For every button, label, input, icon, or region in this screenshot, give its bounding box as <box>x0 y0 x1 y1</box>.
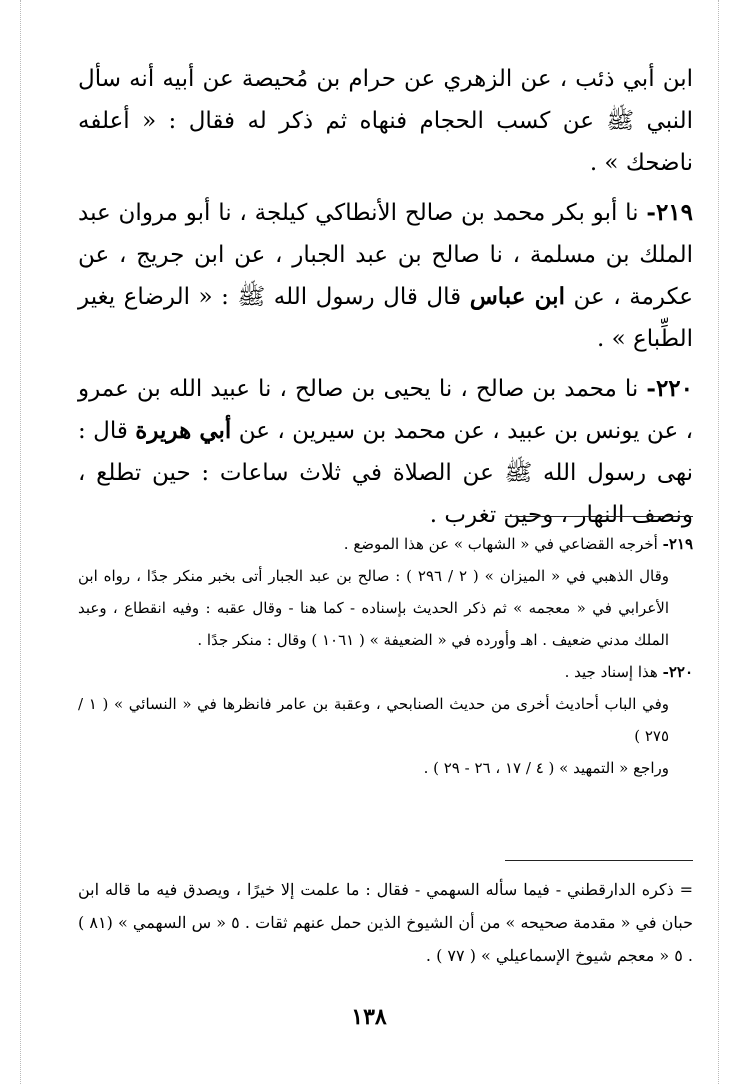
hadith-220-text-a: نا محمد بن صالح ، نا يحيى بن صالح ، نا عبيد الله بن عمرو ، عن يونس بن عبيد ، عن محمد بن سيرين ، عن <box>78 376 693 444</box>
footnotes <box>78 528 693 784</box>
footnote-separator-2 <box>505 860 693 861</box>
narrator-ibn-abbas: ابن عباس <box>469 283 565 310</box>
margin-guide-right <box>718 0 719 1084</box>
main-text <box>78 58 693 544</box>
footnote-219-detail: وقال الذهبي في « الميزان » ( ٢ / ٢٩٦ ) : صالح بن عبد الجبار أتى بخبر منكر جدًا ، رواه ابن الأعرابي في « معجمه » ثم ذكر الحديث بإسناده - كما هنا - وقال عقبه : وفيه انقطاع ، وعبد الملك مدني ضعيف . اهـ وأورده في « الضعيفة » ( ١٠٦١ ) وقال : منكر جدًا . <box>78 567 669 649</box>
hadith-number-220: ٢٢٠- <box>646 375 693 402</box>
paragraph-continued: ابن أبي ذئب ، عن الزهري عن حرام بن مُحيصة عن أبيه أنه سأل النبي ﷺ عن كسب الحجام فنهاه ثم ذكر له فقال : « أعلفه ناضحك » . <box>78 66 693 176</box>
footnote-number-220: ٢٢٠- <box>662 663 693 681</box>
margin-guide-left <box>20 0 21 1084</box>
footnote-220-reference: وراجع « التمهيد » ( ٤ / ١٧ ، ٢٦ - ٢٩ ) . <box>423 759 669 777</box>
hadith-219-text-a: نا أبو بكر محمد بن صالح الأنطاكي كيلجة ، نا أبو مروان عبد الملك بن مسلمة ، نا صالح بن عبد الجبار ، عن ابن جريج ، عن عكرمة ، عن <box>78 200 694 310</box>
continued-footnote <box>78 873 693 972</box>
footnote-220 <box>78 656 693 688</box>
hadith-219 <box>78 192 693 360</box>
footnote-separator <box>505 516 693 517</box>
page-number: ١٣٨ <box>351 1004 387 1030</box>
hadith-number-219: ٢١٩- <box>646 199 693 226</box>
footnote-219-text: أخرجه القضاعي في « الشهاب » عن هذا الموضع . <box>343 535 658 553</box>
footnote-220-detail: وفي الباب أحاديث أخرى من حديث الصنابحي ، وعقبة بن عامر فانظرها في « النسائي » ( ١ / ٢٧٥ ) <box>78 695 669 745</box>
hadith-220 <box>78 368 693 536</box>
continued-footnote-text: ذكره الدارقطني - فيما سأله السهمي - فقال : ما علمت إلا خيرًا ، ويصدق فيه ما قاله ابن حبان في « مقدمة صحيحه » من أن الشيوخ الذين حمل عنهم ثقات . ٥ « س السهمي » (٨١ ) . ٥ « معجم شيوخ الإسماعيلي » ( ٧٧ ) . <box>78 880 693 965</box>
footnote-219 <box>78 528 693 560</box>
continuation-marker: = <box>679 880 693 899</box>
narrator-abu-hurayra: أبي هريرة <box>135 417 232 444</box>
hadith-219-text-b: قال قال رسول الله ﷺ : « الرضاع يغير الطِّباع » . <box>78 284 693 352</box>
hadith-220-text-b: قال : نهى رسول الله ﷺ عن الصلاة في ثلاث ساعات : حين تطلع ، ونصف النهار ، وحين تغرب . <box>78 418 693 528</box>
footnote-number-219: ٢١٩- <box>662 535 693 553</box>
footnote-220-text: هذا إسناد جيد . <box>564 663 658 681</box>
